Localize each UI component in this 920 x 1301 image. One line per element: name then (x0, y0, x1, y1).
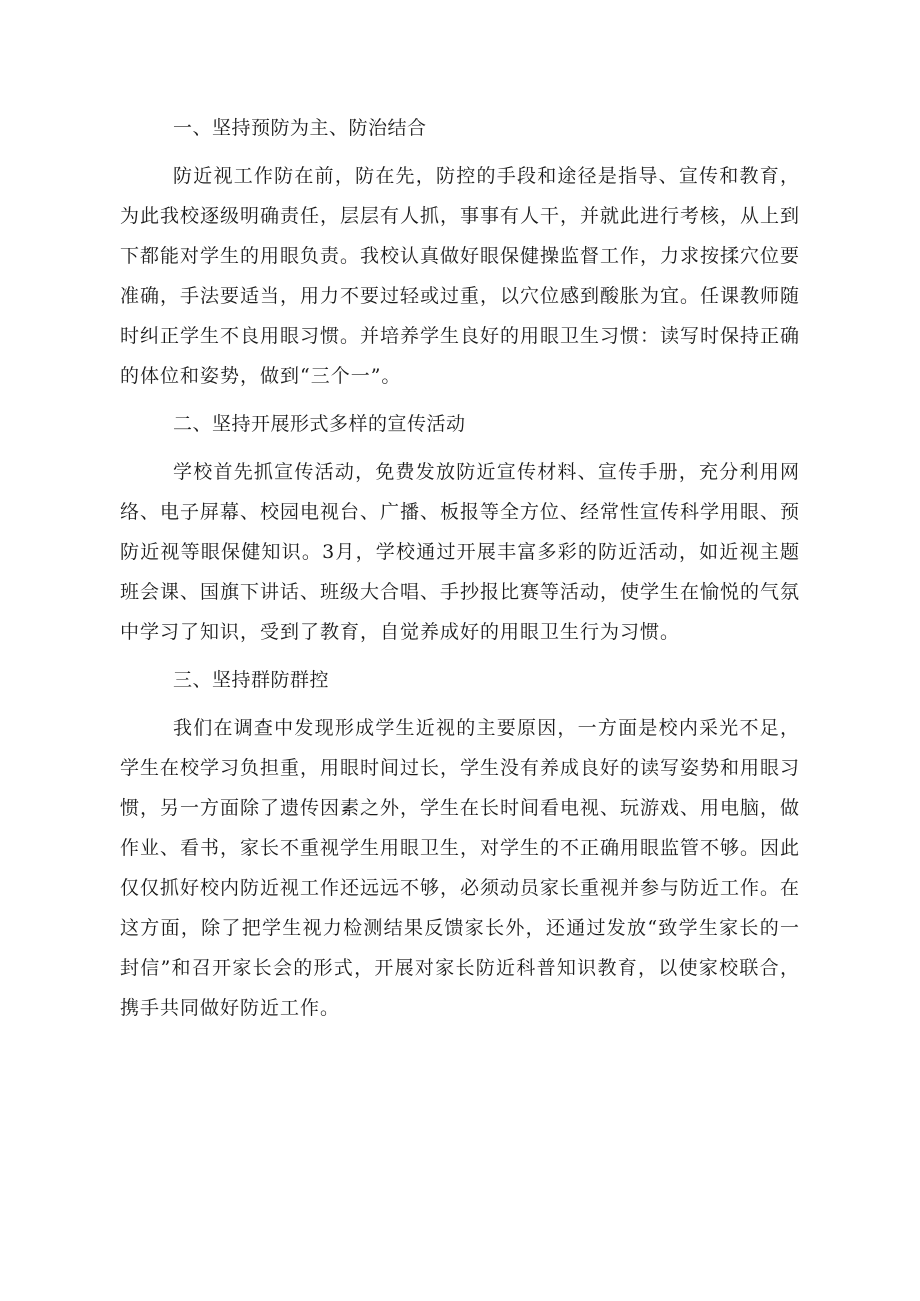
section-paragraph: 学校首先抓宣传活动，免费发放防近宣传材料、宣传手册，充分利用网络、电子屏幕、校园电视台、广播、板报等全方位、经常性宣传科学用眼、预防近视等眼保健知识。3月，学校通过开展丰富多彩的防近活动，如近视主题班会课、国旗下讲话、班级大合唱、手抄报比赛等活动，使学生在愉悦的气氛中学习了知识，受到了教育，自觉养成好的用眼卫生行为习惯。 (120, 461, 801, 643)
section-heading: 二、坚持开展形式多样的宣传活动 (173, 413, 466, 435)
section-paragraph: 我们在调查中发现形成学生近视的主要原因，一方面是校内采光不足，学生在校学习负担重，用眼时间过长，学生没有养成良好的读写姿势和用眼习惯，另一方面除了遗传因素之外，学生在长时间看电视、玩游戏、用电脑，做作业、看书，家长不重视学生用眼卫生，对学生的不正确用眼监管不够。因此仅仅抓好校内防近视工作还远远不够，必须动员家长重视并参与防近工作。在这方面，除了把学生视力检测结果反馈家长外，还通过发放“致学生家长的一封信”和召开家长会的形式，开展对家长防近科普知识教育，以使家校联合，携手共同做好防近工作。 (120, 717, 801, 1019)
section-paragraph: 防近视工作防在前，防在先，防控的手段和途径是指导、宣传和教育，为此我校逐级明确责任，层层有人抓，事事有人干，并就此进行考核，从上到下都能对学生的用眼负责。我校认真做好眼保健操监督工作，力求按揉穴位要准确，手法要适当，用力不要过轻或过重，以穴位感到酸胀为宜。任课教师随时纠正学生不良用眼习惯。并培养学生良好的用眼卫生习惯：读写时保持正确的体位和姿势，做到“三个一”。 (120, 165, 801, 387)
section-heading: 三、坚持群防群控 (173, 669, 330, 691)
section-heading: 一、坚持预防为主、防治结合 (173, 117, 427, 139)
document-body (120, 108, 800, 1036)
